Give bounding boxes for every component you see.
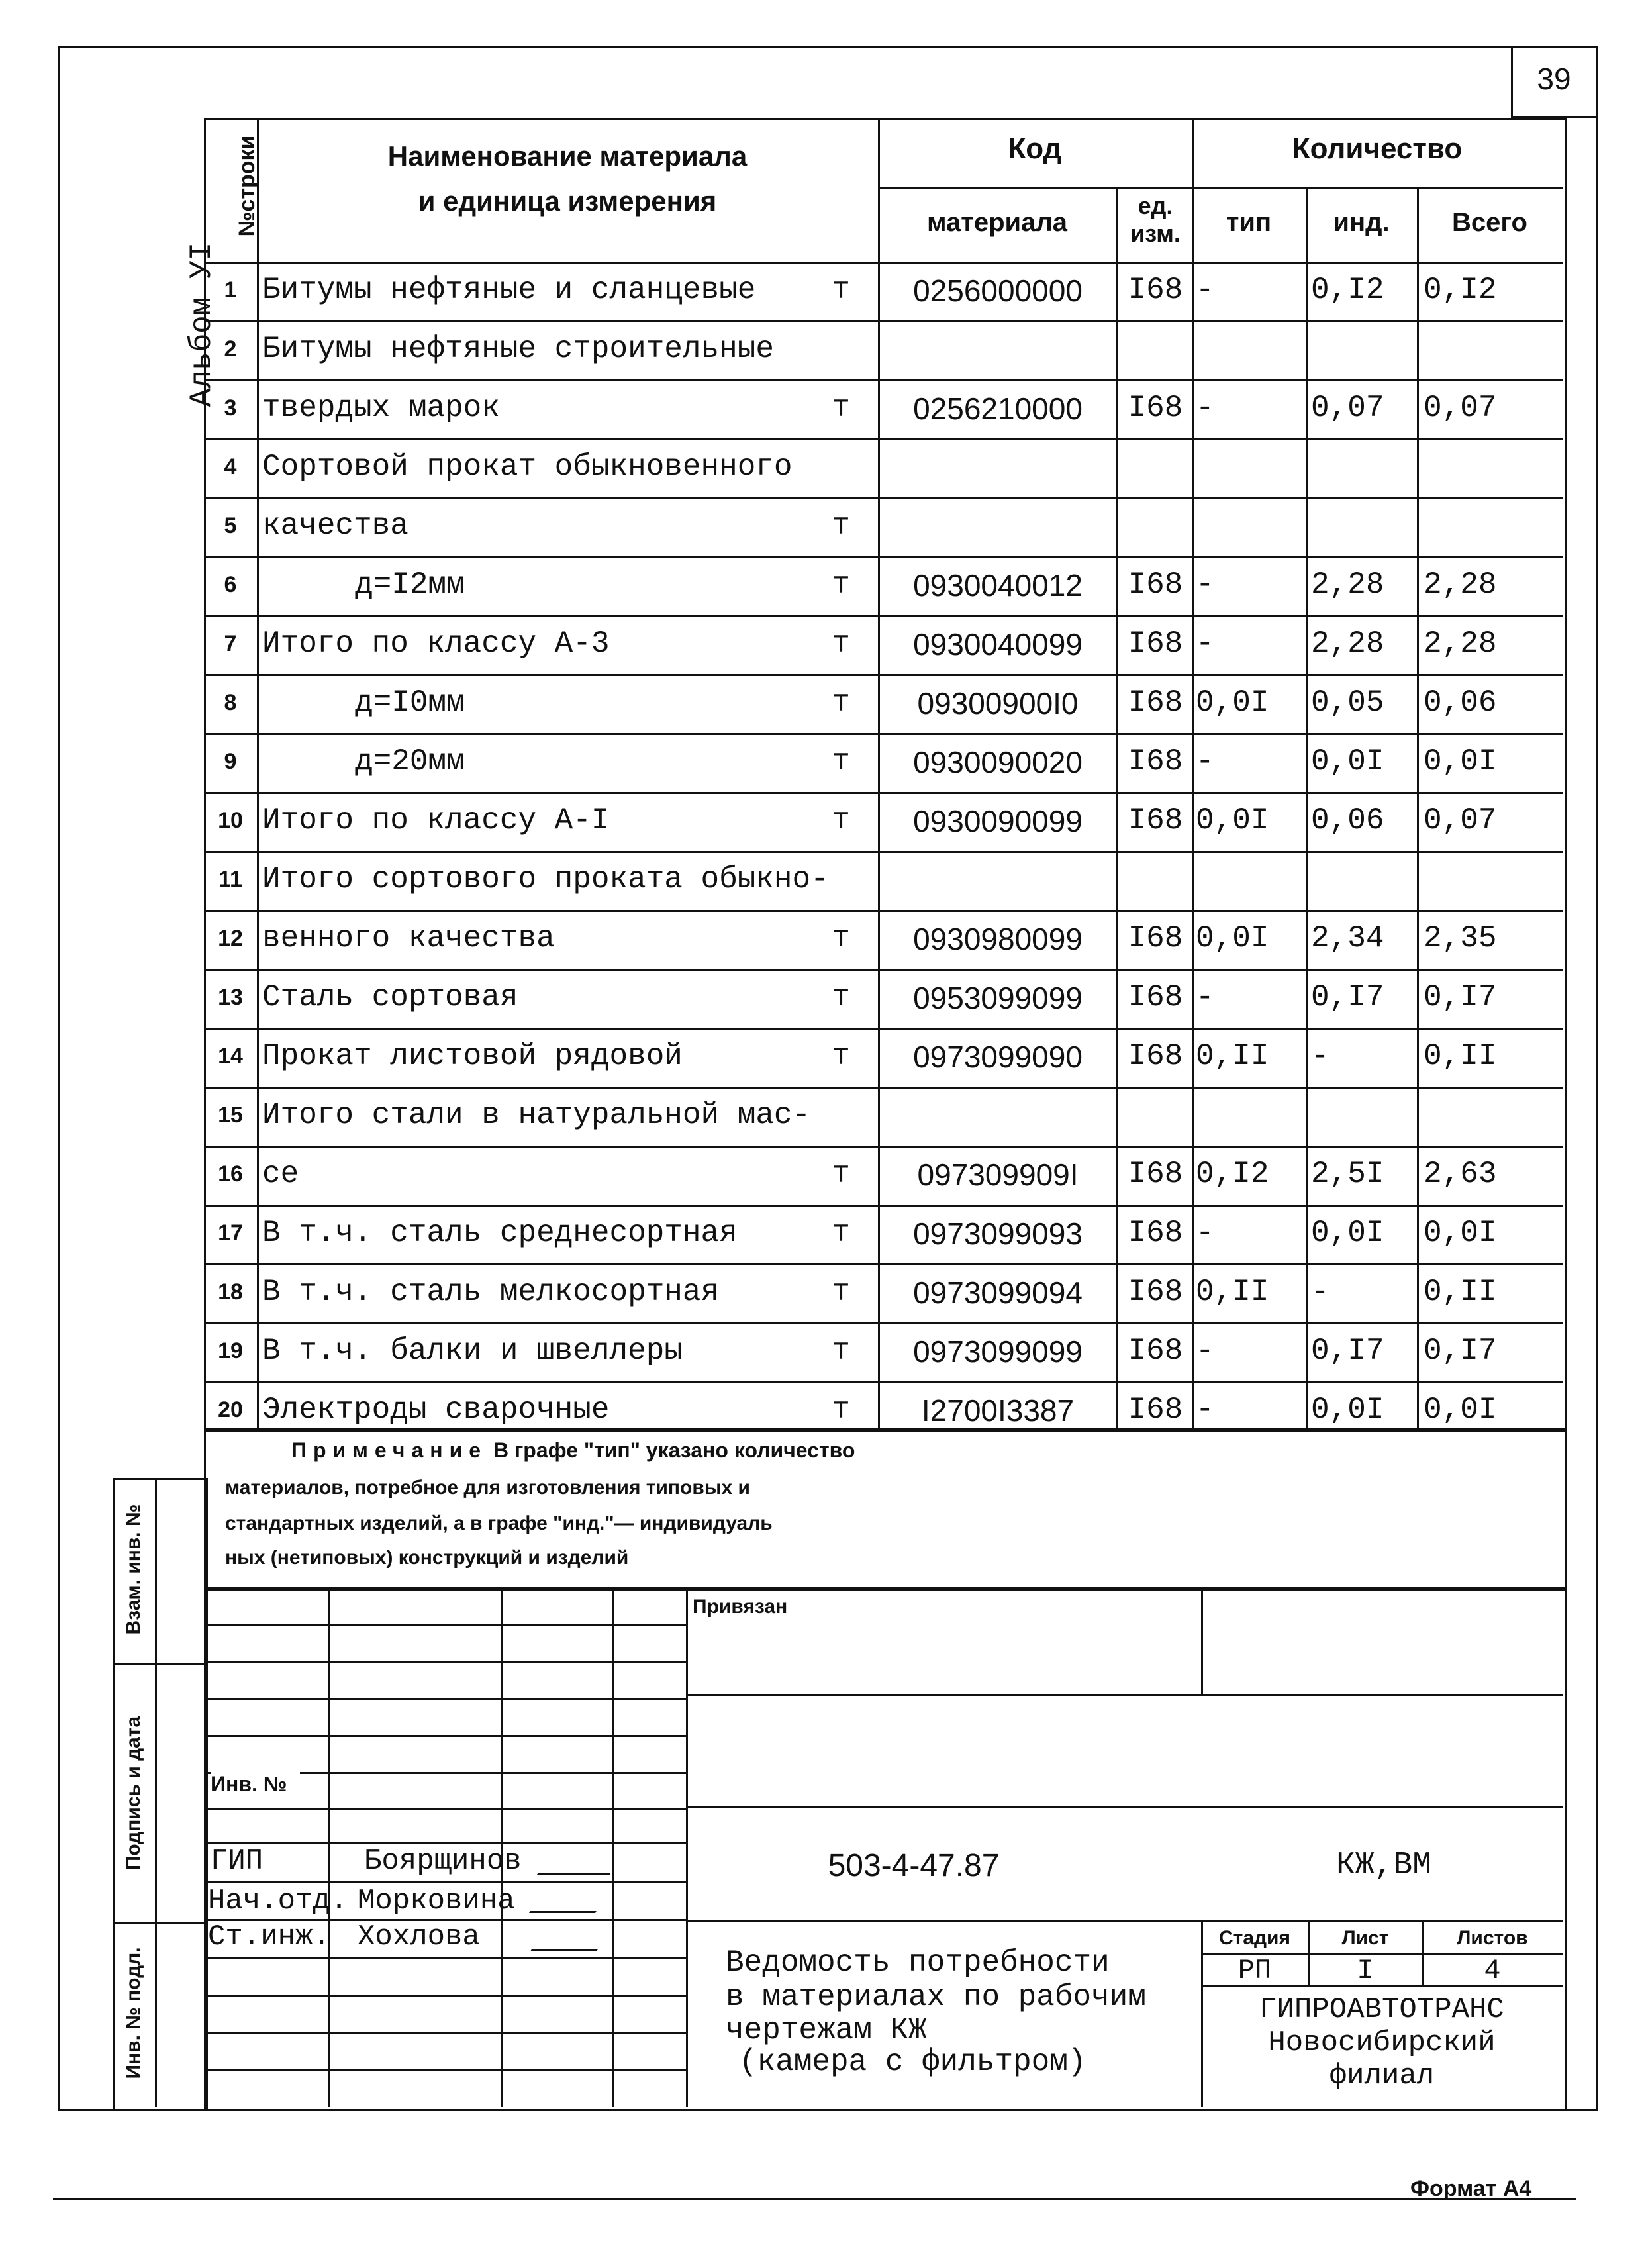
sheet-label: Лист [1341, 1927, 1389, 1949]
row-code: 0930090099 [913, 803, 1083, 838]
row-tip: 0,I2 [1196, 1156, 1269, 1191]
row-total: 0,0I [1424, 1392, 1497, 1427]
row-unit: т [832, 1038, 850, 1073]
row-ind: - [1311, 1274, 1329, 1309]
row-total: 0,I7 [1424, 979, 1497, 1014]
row-number: 9 [224, 749, 237, 775]
row-name: д=20мм [355, 744, 465, 779]
doc-title-3: чертежам КЖ [726, 2013, 927, 2047]
row-name: Итого сортового проката обыкно- [262, 862, 829, 897]
sheet-value: I [1357, 1955, 1374, 1987]
row-unit: т [832, 1333, 850, 1368]
row-code: 0953099099 [913, 980, 1083, 1015]
stage-label: Стадия [1218, 1927, 1291, 1949]
format-label: Формат А4 [1410, 2176, 1532, 2201]
role-stinzh: Ст.инж. [208, 1920, 330, 1953]
row-unit: т [832, 979, 850, 1014]
header-code-material: материала [926, 208, 1068, 237]
row-unit: т [832, 272, 850, 307]
stamp-vzam: Взам. инв. № [122, 1504, 144, 1635]
row-unit: т [832, 1215, 850, 1250]
row-number: 1 [224, 277, 237, 303]
row-code: 0973099099 [913, 1334, 1083, 1369]
header-name-2: и единица измерения [418, 185, 717, 217]
row-name: Итого по классу А-3 [262, 626, 610, 661]
row-tip: - [1196, 744, 1214, 779]
row-total: 0,07 [1424, 390, 1497, 425]
note-line-3: стандартных изделий, а в графе "инд."— индивидуаль [225, 1512, 773, 1534]
row-ed: I68 [1128, 920, 1183, 956]
row-name: твердых марок [262, 390, 500, 425]
header-code-unit: ед. изм. [1130, 192, 1181, 247]
row-code: 0973099094 [913, 1275, 1083, 1310]
row-name: Итого стали в натуральной мас- [262, 1097, 811, 1132]
row-ed: I68 [1128, 567, 1183, 602]
row-ed: I68 [1128, 1215, 1183, 1250]
row-ed: I68 [1128, 979, 1183, 1014]
row-unit: т [832, 508, 850, 543]
bottom-rule [53, 2198, 1576, 2200]
row-name: Электроды сварочные [262, 1392, 610, 1427]
row-code: 0256000000 [913, 273, 1083, 308]
note-line-2: материалов, потребное для изготовления типовых и [225, 1477, 750, 1499]
row-name: д=I0мм [355, 685, 465, 720]
row-total: 0,II [1424, 1274, 1497, 1309]
row-tip: - [1196, 1333, 1214, 1368]
row-code: 09300900I0 [917, 685, 1079, 720]
row-ind: 0,0I [1311, 744, 1384, 779]
row-number: 8 [224, 690, 237, 716]
page-number: 39 [1537, 62, 1571, 96]
row-total: 0,I7 [1424, 1333, 1497, 1368]
stage-value: РП [1237, 1955, 1272, 1987]
row-tip: 0,0I [1196, 685, 1269, 720]
row-number: 7 [224, 631, 237, 657]
row-unit: т [832, 626, 850, 661]
row-code: 097309909I [917, 1157, 1079, 1192]
row-total: 2,35 [1424, 920, 1497, 956]
row-number: 18 [218, 1279, 243, 1305]
row-ind: 0,06 [1311, 803, 1384, 838]
row-code: I2700I3387 [921, 1393, 1075, 1428]
row-ind: 0,05 [1311, 685, 1384, 720]
row-name: Битумы нефтяные и сланцевые [262, 272, 756, 307]
row-ind: 2,34 [1311, 920, 1384, 956]
row-ed: I68 [1128, 1038, 1183, 1073]
signature-stinzh [530, 1931, 608, 1951]
row-tip: - [1196, 1392, 1214, 1427]
row-ed: I68 [1128, 1274, 1183, 1309]
row-ind: 0,0I [1311, 1392, 1384, 1427]
row-number: 14 [218, 1044, 243, 1069]
row-number: 3 [224, 395, 237, 421]
header-name-1: Наименование материала [387, 140, 748, 172]
row-number: 2 [224, 336, 237, 362]
sheets-value: 4 [1484, 1955, 1501, 1987]
row-ind: 2,28 [1311, 626, 1384, 661]
row-number: 19 [218, 1338, 243, 1364]
name-stinzh: Хохлова [358, 1920, 480, 1953]
row-code: 0930090020 [913, 744, 1083, 779]
row-tip: 0,0I [1196, 803, 1269, 838]
row-tip: - [1196, 567, 1214, 602]
row-number: 15 [218, 1103, 243, 1128]
row-name: венного качества [262, 920, 555, 956]
row-ind: 2,28 [1311, 567, 1384, 602]
row-name: Итого по классу А-I [262, 803, 610, 838]
row-tip: - [1196, 626, 1214, 661]
row-number: 20 [218, 1397, 243, 1423]
row-total: 0,07 [1424, 803, 1497, 838]
signature-gip [537, 1854, 622, 1875]
album-label: Альбом УI [185, 242, 219, 407]
doc-mark: КЖ,ВМ [1335, 1848, 1432, 1883]
row-tip: 0,II [1196, 1274, 1269, 1309]
header-code: Код [1008, 132, 1062, 165]
signature-nach [529, 1893, 607, 1913]
row-tip: 0,II [1196, 1038, 1269, 1073]
privyazan-label: Привязан [693, 1596, 788, 1618]
row-number: 4 [224, 454, 237, 480]
row-ed: I68 [1128, 390, 1183, 425]
row-name: Сортовой прокат обыкновенного [262, 449, 793, 484]
row-ind: - [1311, 1038, 1329, 1073]
row-number: 12 [218, 926, 243, 952]
note-text-1: В графе "тип" указано количество [493, 1438, 855, 1462]
row-number: 11 [218, 867, 242, 893]
row-name: д=I2мм [355, 567, 465, 602]
header-qty-type: тип [1226, 208, 1272, 237]
row-tip: - [1196, 272, 1214, 307]
note-line-1 [291, 1438, 855, 1463]
row-number: 17 [218, 1220, 243, 1246]
row-unit: т [832, 567, 850, 602]
row-ind: 0,07 [1311, 390, 1384, 425]
role-gip: ГИП [211, 1845, 264, 1878]
row-ed: I68 [1128, 1392, 1183, 1427]
header-row-no: №строки [234, 135, 260, 237]
org-line-3: филиал [1329, 2059, 1435, 2093]
row-ed: I68 [1128, 272, 1183, 307]
row-name: В т.ч. балки и швеллеры [262, 1333, 683, 1368]
row-name: В т.ч. сталь мелкосортная [262, 1274, 720, 1309]
row-unit: т [832, 1156, 850, 1191]
doc-title-1: Ведомость потребности [726, 1946, 1110, 1980]
row-name: Битумы нефтяные строительные [262, 331, 774, 366]
row-total: 0,II [1424, 1038, 1497, 1073]
row-total: 2,63 [1424, 1156, 1497, 1191]
sheets-label: Листов [1457, 1927, 1528, 1949]
row-total: 2,28 [1424, 567, 1497, 602]
row-total: 2,28 [1424, 626, 1497, 661]
org-line-1: ГИПРОАВТОТРАНС [1259, 1993, 1504, 2026]
row-tip: 0,0I [1196, 920, 1269, 956]
row-number: 13 [218, 985, 243, 1011]
note-line-4: ных (нетиповых) конструкций и изделий [225, 1547, 629, 1569]
row-name: Прокат листовой рядовой [262, 1038, 683, 1073]
stamp-podpis: Подпись и дата [122, 1716, 144, 1871]
doc-title-2: в материалах по рабочим [726, 1980, 1146, 2014]
row-unit: т [832, 744, 850, 779]
row-ed: I68 [1128, 803, 1183, 838]
row-number: 10 [218, 808, 243, 834]
row-total: 0,0I [1424, 744, 1497, 779]
header-quantity: Количество [1292, 132, 1463, 165]
row-code: 0930980099 [913, 921, 1083, 956]
row-unit: т [832, 1392, 850, 1427]
row-ind: 0,I7 [1311, 1333, 1384, 1368]
doc-title-4: (камера с фильтром) [739, 2045, 1087, 2079]
row-code: 0930040012 [913, 567, 1083, 603]
row-tip: - [1196, 1215, 1214, 1250]
row-ed: I68 [1128, 744, 1183, 779]
row-code: 0973099093 [913, 1216, 1083, 1251]
stamp-inv-podl: Инв. № подл. [122, 1947, 144, 2079]
header-qty-ind: инд. [1333, 208, 1390, 237]
row-name: се [262, 1156, 299, 1191]
header-qty-total: Всего [1452, 208, 1527, 237]
doc-code: 503-4-47.87 [828, 1848, 1000, 1883]
name-gip: Боярщинов [364, 1845, 522, 1878]
row-number: 5 [224, 513, 237, 539]
row-total: 0,06 [1424, 685, 1497, 720]
row-ind: 2,5I [1311, 1156, 1384, 1191]
row-name: В т.ч. сталь среднесортная [262, 1215, 738, 1250]
row-unit: т [832, 1274, 850, 1309]
row-code: 0256210000 [913, 391, 1083, 426]
row-total: 0,0I [1424, 1215, 1497, 1250]
row-unit: т [832, 920, 850, 956]
row-tip: - [1196, 390, 1214, 425]
row-ed: I68 [1128, 685, 1183, 720]
row-code: 0930040099 [913, 626, 1083, 662]
row-ed: I68 [1128, 626, 1183, 661]
row-code: 0973099090 [913, 1039, 1083, 1074]
row-number: 16 [218, 1161, 243, 1187]
row-ind: 0,I2 [1311, 272, 1384, 307]
row-number: 6 [224, 572, 237, 598]
row-unit: т [832, 390, 850, 425]
inv-no-label: Инв. № [211, 1772, 300, 1797]
row-name: качества [262, 508, 409, 543]
row-unit: т [832, 685, 850, 720]
row-name: Сталь сортовая [262, 979, 518, 1014]
row-ind: 0,0I [1311, 1215, 1384, 1250]
row-total: 0,I2 [1424, 272, 1497, 307]
name-nach: Морковина [358, 1885, 515, 1918]
row-ind: 0,I7 [1311, 979, 1384, 1014]
note-title: Примечание [291, 1438, 488, 1462]
org-line-2: Новосибирский [1268, 2026, 1496, 2059]
row-tip: - [1196, 979, 1214, 1014]
row-unit: т [832, 803, 850, 838]
row-ed: I68 [1128, 1156, 1183, 1191]
row-ed: I68 [1128, 1333, 1183, 1368]
role-nach: Нач.отд. [208, 1885, 348, 1918]
